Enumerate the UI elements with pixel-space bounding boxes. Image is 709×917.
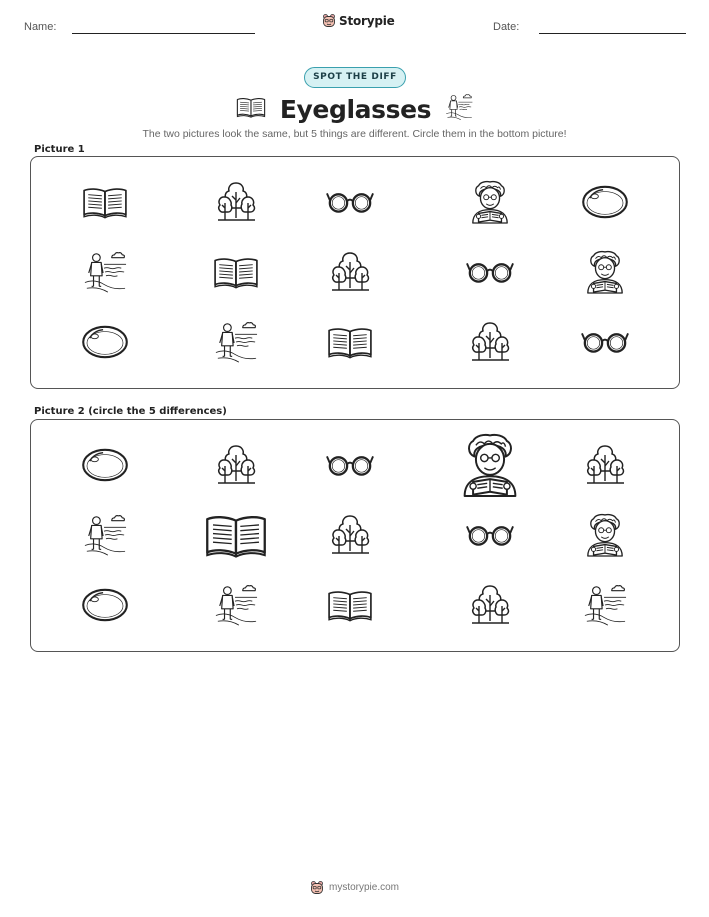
eyeglasses-icon: [466, 521, 514, 549]
eyeglasses-icon: [581, 328, 629, 356]
picture-2-cell[interactable]: [193, 432, 279, 498]
book-icon: [327, 588, 373, 622]
storypie-logo-icon: [310, 880, 324, 895]
trees-icon: [328, 250, 372, 294]
grandma-reading-icon: [459, 431, 521, 499]
stone-icon: [80, 447, 130, 483]
picture-2-cell[interactable]: [567, 432, 643, 498]
date-line[interactable]: [539, 33, 686, 34]
picture-1-cell: [193, 239, 279, 305]
picture-2-cell[interactable]: [193, 502, 279, 568]
stone-icon: [580, 184, 630, 220]
trees-icon: [468, 320, 512, 364]
date-label: Date:: [493, 21, 520, 33]
picture-2-cell[interactable]: [62, 502, 148, 568]
title-row: [0, 93, 709, 125]
picture-1-cell: [62, 169, 148, 235]
picture-1-panel: [30, 156, 680, 389]
picture-2-cell[interactable]: [307, 502, 393, 568]
book-icon: [82, 185, 128, 219]
name-line[interactable]: [72, 33, 255, 34]
picture-1-cell: [62, 239, 148, 305]
trees-icon: [214, 180, 258, 224]
footer: [0, 880, 709, 895]
book-icon: [236, 96, 266, 123]
picture-2-cell[interactable]: [445, 432, 535, 498]
page-title: Eyeglasses: [279, 94, 432, 124]
person-lake-icon: [83, 512, 127, 558]
picture-1-cell: [567, 309, 643, 375]
picture-2-cell[interactable]: [445, 502, 535, 568]
stone-icon: [80, 324, 130, 360]
grandma-reading-icon: [584, 249, 626, 295]
person-lake-icon: [83, 249, 127, 295]
grandma-reading-icon: [469, 179, 511, 225]
picture-2-cell[interactable]: [307, 432, 393, 498]
grandma-reading-icon: [584, 512, 626, 558]
brand: [322, 13, 395, 28]
picture-1-cell: [193, 309, 279, 375]
picture-1-cell: [62, 309, 148, 375]
picture-1-cell: [307, 239, 393, 305]
picture-1-cell: [445, 169, 535, 235]
picture-2-label: Picture 2 (circle the 5 differences): [34, 406, 227, 417]
person-lake-icon: [214, 582, 258, 628]
brand-name: Storypie: [339, 13, 395, 28]
picture-2-cell[interactable]: [445, 572, 535, 638]
picture-2-cell[interactable]: [62, 572, 148, 638]
name-label: Name:: [24, 21, 57, 33]
book-icon: [327, 325, 373, 359]
picture-1-cell: [567, 239, 643, 305]
picture-2-cell[interactable]: [567, 502, 643, 568]
trees-icon: [583, 443, 627, 487]
eyeglasses-icon: [326, 188, 374, 216]
instructions: The two pictures look the same, but 5 things are different. Circle them in the bottom picture!: [142, 128, 567, 140]
picture-1-cell: [445, 239, 535, 305]
footer-url: mystorypie.com: [328, 882, 399, 893]
picture-1-cell: [445, 309, 535, 375]
picture-1-label: Picture 1: [34, 144, 85, 155]
trees-icon: [328, 513, 372, 557]
picture-2-cell[interactable]: [62, 432, 148, 498]
trees-icon: [468, 583, 512, 627]
spot-the-diff-badge: SPOT THE DIFF: [304, 67, 406, 88]
picture-1-cell: [193, 169, 279, 235]
stone-icon: [80, 587, 130, 623]
book-icon: [204, 512, 268, 558]
picture-2-cell[interactable]: [193, 572, 279, 638]
picture-2-panel[interactable]: [30, 419, 680, 652]
picture-1-cell: [567, 169, 643, 235]
trees-icon: [214, 443, 258, 487]
picture-2-cell[interactable]: [567, 572, 643, 638]
picture-1-cell: [307, 309, 393, 375]
person-lake-icon: [583, 582, 627, 628]
picture-1-cell: [307, 169, 393, 235]
person-lake-icon: [214, 319, 258, 365]
person-lake-icon: [445, 92, 473, 127]
storypie-logo-icon: [322, 13, 336, 28]
book-icon: [213, 255, 259, 289]
eyeglasses-icon: [466, 258, 514, 286]
picture-2-cell[interactable]: [307, 572, 393, 638]
eyeglasses-icon: [326, 451, 374, 479]
